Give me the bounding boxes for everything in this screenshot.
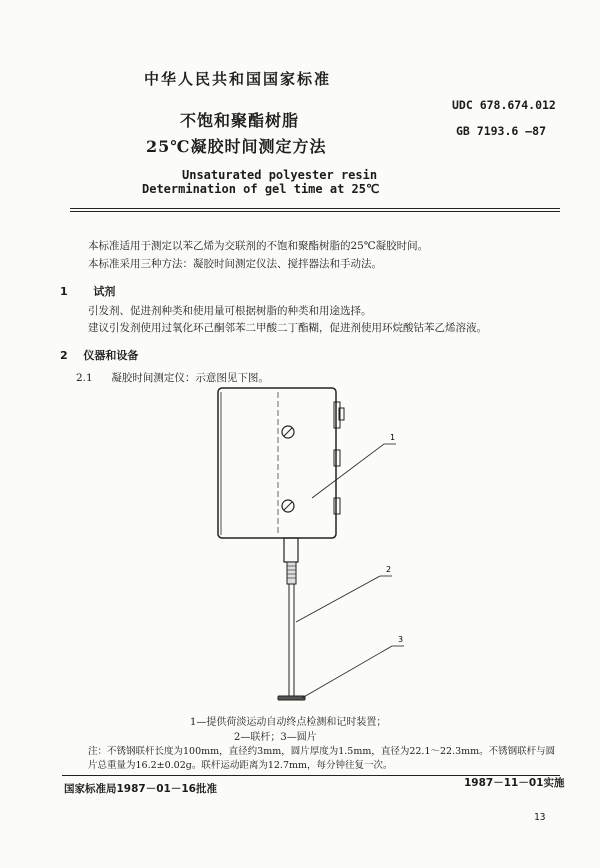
title-en-line1: Unsaturated polyester resin: [182, 168, 378, 182]
intro-paragraph-2: 本标准采用三种方法：凝胶时间测定仪法、搅拌器法和手动法。: [88, 258, 382, 270]
figure-caption-line2: 2—联杆；3—圆片: [234, 732, 317, 743]
side-fitting-middle: [334, 450, 340, 466]
standard-type-header: 中华人民共和国国家标准: [144, 70, 332, 88]
approval-date: 国家标准局1987－01－16批准: [64, 783, 217, 795]
figure-label-1: 1: [390, 433, 396, 442]
connecting-rod: [289, 584, 294, 696]
gb-code: GB 7193.6 —87: [456, 124, 547, 138]
section-1-paragraph-2: 建议引发剂使用过氧化环己酮邻苯二甲酸二丁酯糊，促进剂使用环烷酸钴苯乙烯溶液。: [88, 322, 487, 334]
subsection-2-1-number: 2.1: [76, 372, 93, 384]
tester-housing: [218, 388, 336, 538]
screw-icon: [282, 426, 294, 438]
disc: [278, 696, 305, 700]
section-2-number: 2: [60, 349, 68, 362]
udc-code: UDC 678.674.012: [452, 98, 556, 112]
title-cn-line1: 不饱和聚酯树脂: [180, 111, 300, 130]
section-1-number: 1: [60, 285, 68, 298]
figure-note-line1: 注：不锈钢联杆长度为100mm，直径约3mm，圆片厚度为1.5mm，直径为22.1～22.3mm。不锈钢联杆与圆: [88, 746, 556, 757]
subsection-2-1-text: 凝胶时间测定仪：示意图见下图。: [111, 372, 269, 384]
title-en-line2: Determination of gel time at 25℃: [142, 182, 380, 196]
side-fitting-bottom: [334, 498, 340, 514]
leader-line-2: [296, 576, 380, 622]
screw-icon: [282, 500, 294, 512]
figure-note-line2: 片总重量为16.2±0.02g。联杆运动距离为12.7mm，每分钟往复一次。: [88, 760, 393, 771]
leader-line-3: [302, 646, 392, 698]
leader-line-1: [312, 444, 384, 498]
figure-label-3: 3: [398, 635, 404, 644]
title-cn-line2: 25℃凝胶时间测定方法: [146, 137, 327, 156]
intro-paragraph-1: 本标准适用于测定以苯乙烯为交联剂的不饱和聚酯树脂的25℃凝胶时间。: [88, 240, 429, 252]
figure-caption-line1: 1—提供荷淡运动自动终点检测和记时装置；: [190, 717, 387, 728]
implementation-date: 1987－11－01实施: [464, 777, 565, 789]
connector: [287, 562, 296, 584]
shaft-collar: [284, 538, 298, 562]
section-1-paragraph-1: 引发剂、促进剂种类和使用量可根据树脂的种类和用途选择。: [88, 305, 372, 317]
figure-label-2: 2: [386, 565, 392, 574]
section-2-title: 仪器和设备: [83, 349, 139, 362]
page-number: 13: [534, 812, 546, 823]
section-1-title: 试剂: [93, 285, 116, 298]
